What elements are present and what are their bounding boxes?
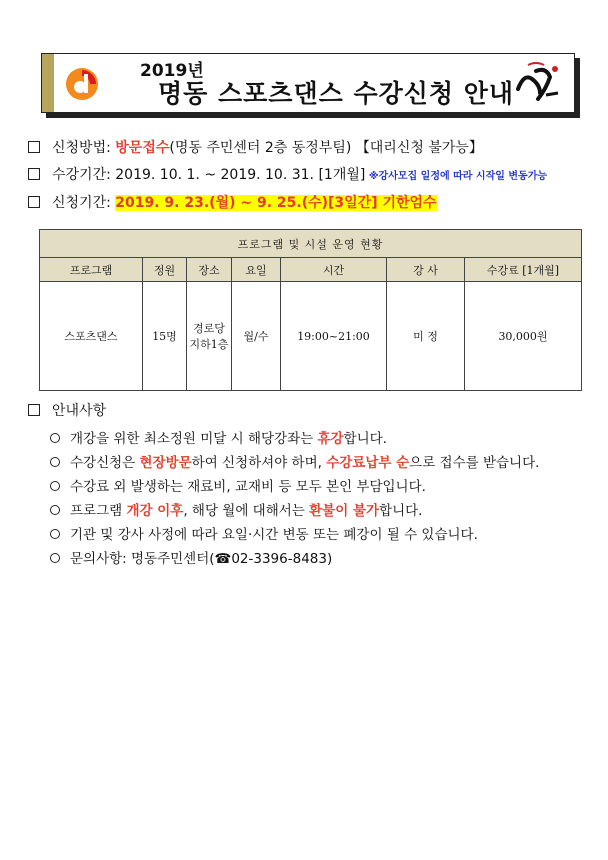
notice-text: 으로 접수를 받습니다. bbox=[409, 455, 540, 471]
circle-bullet-icon bbox=[50, 457, 60, 467]
notice-title-text: 안내사항 bbox=[52, 403, 107, 419]
circle-bullet-icon bbox=[50, 505, 60, 515]
notice-emphasis: 휴강 bbox=[317, 431, 344, 447]
notice-item bbox=[50, 499, 422, 519]
notice-text: 문의사항: 명동주민센터(☎02-3396-8483) bbox=[70, 551, 333, 567]
apply-method-value: 방문접수 bbox=[115, 140, 170, 156]
jung-gu-calligraphy-seal bbox=[510, 59, 564, 107]
notice-text: 합니다. bbox=[379, 503, 423, 519]
checkbox-square-icon bbox=[28, 141, 40, 153]
table-row bbox=[40, 282, 582, 391]
header-teacher: 강 사 bbox=[387, 258, 465, 282]
notice-emphasis: 현장방문 bbox=[139, 455, 192, 471]
notice-text: 합니다. bbox=[343, 431, 387, 447]
jung-gu-logo-icon bbox=[64, 66, 100, 102]
notice-item bbox=[50, 523, 478, 543]
apply-method-line bbox=[28, 137, 483, 157]
header-place: 장소 bbox=[187, 258, 232, 282]
header-capacity: 정원 bbox=[143, 258, 187, 282]
notice-text: 프로그램 bbox=[70, 503, 127, 519]
checkbox-square-icon bbox=[28, 196, 40, 208]
apply-period-value: 2019. 9. 23.(월) ~ 9. 25.(수)[3일간] 기한엄수 bbox=[115, 195, 437, 211]
cell-place-line2: 지하1층 bbox=[189, 338, 229, 351]
notice-item bbox=[50, 475, 426, 495]
apply-period-line bbox=[28, 192, 437, 212]
circle-bullet-icon bbox=[50, 529, 60, 539]
notice-text: , 해당 월에 대해서는 bbox=[183, 503, 310, 519]
page-title: 명동 스포츠댄스 수강신청 안내 bbox=[158, 79, 515, 108]
course-period-line bbox=[28, 164, 547, 184]
notice-item bbox=[50, 547, 332, 567]
notice-item bbox=[50, 451, 539, 471]
checkbox-square-icon bbox=[28, 404, 40, 416]
cell-capacity: 15명 bbox=[143, 282, 187, 391]
course-period-value: 2019. 10. 1. ~ 2019. 10. 31. [1개월] bbox=[115, 167, 366, 183]
circle-bullet-icon bbox=[50, 553, 60, 563]
table-caption: 프로그램 및 시설 운영 현황 bbox=[40, 230, 582, 258]
title-banner bbox=[41, 53, 575, 113]
circle-bullet-icon bbox=[50, 481, 60, 491]
cell-fee: 30,000원 bbox=[465, 282, 582, 391]
apply-method-detail: (명동 주민센터 2층 동정부팀) 【대리신청 불가능】 bbox=[169, 140, 483, 156]
banner-year: 2019년 bbox=[140, 61, 204, 81]
notice-section-title bbox=[28, 400, 106, 420]
header-time: 시간 bbox=[281, 258, 387, 282]
notice-text: 수강료 외 발생하는 재료비, 교재비 등 모두 본인 부담입니다. bbox=[70, 479, 426, 495]
notice-emphasis: 수강료납부 순 bbox=[326, 455, 410, 471]
notice-text: 수강신청은 bbox=[70, 455, 140, 471]
header-days: 요일 bbox=[232, 258, 281, 282]
cell-time: 19:00~21:00 bbox=[281, 282, 387, 391]
cell-teacher: 미 정 bbox=[387, 282, 465, 391]
program-table bbox=[39, 229, 582, 391]
notice-emphasis: 환불이 불가 bbox=[309, 503, 380, 519]
notice-text: 하여 신청하셔야 하며, bbox=[191, 455, 327, 471]
course-period-label: 수강기간: bbox=[52, 167, 116, 183]
notice-emphasis: 개강 이후 bbox=[126, 503, 184, 519]
banner-accent-bar bbox=[42, 54, 54, 112]
table-header-row bbox=[40, 258, 582, 282]
cell-days: 월/수 bbox=[232, 282, 281, 391]
cell-place bbox=[187, 282, 232, 391]
notice-text: 개강을 위한 최소정원 미달 시 해당강좌는 bbox=[70, 431, 318, 447]
notice-item bbox=[50, 427, 387, 447]
cell-place-line1: 경로당 bbox=[193, 322, 225, 335]
apply-method-label: 신청방법: bbox=[52, 140, 116, 156]
course-period-note: ※강사모집 일정에 따라 시작일 변동가능 bbox=[365, 171, 548, 182]
circle-bullet-icon bbox=[50, 433, 60, 443]
apply-period-label: 신청기간: bbox=[52, 195, 116, 211]
header-program: 프로그램 bbox=[40, 258, 143, 282]
cell-program: 스포츠댄스 bbox=[40, 282, 143, 391]
notice-text: 기관 및 강사 사정에 따라 요일·시간 변동 또는 폐강이 될 수 있습니다. bbox=[70, 527, 478, 543]
header-fee: 수강료 [1개월] bbox=[465, 258, 582, 282]
checkbox-square-icon bbox=[28, 168, 40, 180]
